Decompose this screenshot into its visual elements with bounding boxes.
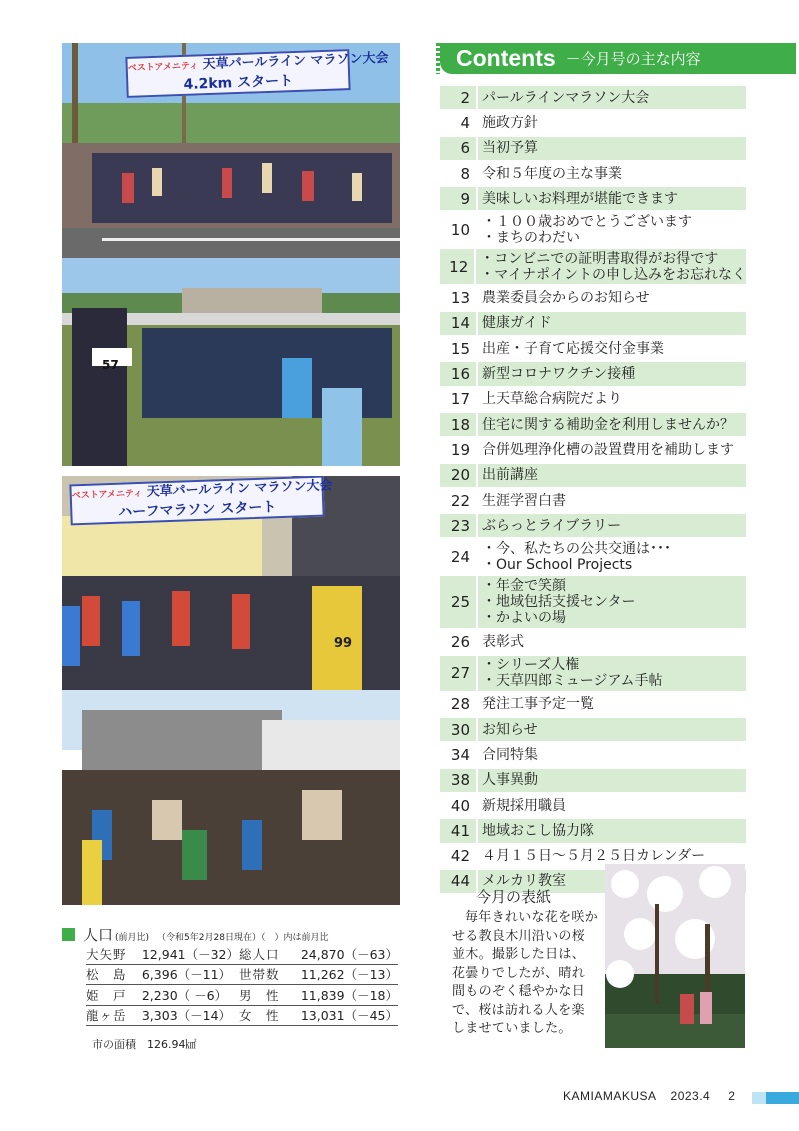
toc-title-line: 合併処理浄化槽の設置費用を補助します	[482, 441, 734, 458]
start-banner: ベストアメニティ 天草パールライン マラソン大会 4.2km スタート	[125, 49, 350, 98]
toc-item	[440, 576, 746, 630]
toc-title	[478, 769, 746, 792]
toc-page-number: 30	[440, 718, 478, 741]
toc-title-line: 生涯学習白書	[482, 492, 566, 509]
toc-item	[440, 312, 746, 337]
toc-page-number: 41	[440, 819, 478, 842]
photo-4km-start	[62, 43, 400, 258]
toc-item	[440, 249, 746, 286]
population-row	[86, 964, 398, 985]
toc-title-line: ・天草四郎ミュージアム手帖	[482, 673, 663, 690]
toc-title-line: 新規採用職員	[482, 797, 566, 814]
toc-title-line: ぶらっとライブラリー	[482, 517, 622, 534]
toc-title-line: 合同特集	[482, 746, 538, 763]
toc-item	[440, 111, 746, 136]
toc-title	[478, 539, 746, 574]
population-value: 11,839（－18）	[301, 985, 398, 1006]
population-label: 男 性	[239, 985, 301, 1006]
toc-title-line: ４月１５日～５月２５日カレンダー	[482, 848, 706, 865]
population-label: 姫 戸	[86, 985, 142, 1006]
toc-item	[440, 693, 746, 718]
toc-title-line: 施政方針	[482, 114, 538, 131]
toc-page-number: 20	[440, 464, 478, 487]
population-value: 2,230（ －6）	[142, 985, 239, 1006]
toc-page-number: 34	[440, 743, 478, 766]
population-table	[86, 944, 398, 1026]
population-label: 総人口	[239, 944, 301, 964]
toc-page-number: 2	[440, 86, 478, 109]
toc-item	[440, 464, 746, 489]
toc-page-number: 4	[440, 111, 478, 134]
toc-page-number: 24	[440, 539, 478, 574]
table-of-contents	[440, 86, 746, 895]
toc-title	[478, 514, 746, 537]
toc-title-line: ・今、私たちの公共交通は･･･	[482, 540, 671, 557]
toc-title	[478, 111, 746, 134]
toc-title-line: 当初予算	[482, 140, 538, 157]
heading-square-icon	[62, 928, 75, 941]
toc-page-number: 25	[440, 576, 478, 628]
population-value: 13,031（－45）	[301, 1005, 398, 1026]
toc-title-line: 人事異動	[482, 772, 538, 789]
toc-item	[440, 718, 746, 743]
toc-title	[478, 464, 746, 487]
toc-page-number: 22	[440, 489, 478, 512]
contents-header	[440, 43, 796, 74]
footer-bar	[752, 1092, 799, 1104]
toc-title	[476, 249, 746, 284]
population-value: 6,396（－11）	[142, 964, 239, 985]
toc-page-number: 6	[440, 137, 478, 160]
toc-page-number: 18	[440, 413, 478, 436]
toc-item	[440, 819, 746, 844]
photo-crowd	[62, 258, 400, 466]
issue-date: 2023.4	[670, 1089, 711, 1103]
toc-title-line: 健康ガイド	[482, 315, 552, 332]
toc-title-line: お知らせ	[482, 721, 538, 738]
toc-page-number: 44	[440, 870, 478, 893]
toc-item	[440, 438, 746, 463]
toc-title-line: 表彰式	[482, 634, 524, 651]
toc-title	[478, 413, 746, 436]
population-value: 12,941（－32）	[142, 944, 239, 964]
toc-page-number: 9	[440, 187, 478, 210]
toc-title	[478, 388, 746, 411]
footer	[563, 1089, 735, 1103]
toc-title	[478, 86, 746, 109]
toc-title	[478, 819, 746, 842]
toc-item	[440, 137, 746, 162]
toc-item	[440, 489, 746, 514]
toc-item	[440, 769, 746, 794]
population-value: 24,870（－63）	[301, 944, 398, 964]
population-value: 3,303（－14）	[142, 1005, 239, 1026]
population-row	[86, 944, 398, 964]
toc-title	[478, 137, 746, 160]
toc-title	[478, 187, 746, 210]
toc-title-line: 発注工事予定一覧	[482, 696, 594, 713]
population-value: 11,262（－13）	[301, 964, 398, 985]
toc-item	[440, 86, 746, 111]
toc-title-line: 令和５年度の主な事業	[482, 165, 622, 182]
toc-title	[478, 718, 746, 741]
toc-title	[478, 162, 746, 185]
toc-title	[478, 438, 746, 461]
cover-photo-cherry-blossoms	[605, 864, 745, 1048]
toc-item	[440, 539, 746, 576]
population-label: 龍ヶ岳	[86, 1005, 142, 1026]
toc-title-line: メルカリ教室	[482, 873, 566, 890]
half-start-banner: ベストアメニティ 天草パールライン マラソン大会 ハーフマラソン スタート	[69, 476, 324, 525]
toc-title-line: 美味しいお料理が堪能できます	[482, 190, 678, 207]
toc-title	[478, 337, 746, 360]
cover-description: 毎年きれいな花を咲かせる教良木川沿いの桜並木。撮影した日は、花曇りでしたが、晴れ間ものぞく穏やかな日で、桜は訪れる人を楽しませていました。	[452, 910, 599, 1036]
toc-page-number: 15	[440, 337, 478, 360]
toc-item	[440, 656, 746, 693]
toc-page-number: 16	[440, 362, 478, 385]
toc-page-number: 13	[440, 286, 478, 309]
toc-title	[478, 630, 746, 653]
toc-title	[478, 212, 746, 247]
bib-number: 57	[102, 358, 119, 372]
population-row	[86, 985, 398, 1006]
toc-title	[478, 362, 746, 385]
toc-page-number: 27	[440, 656, 478, 691]
toc-page-number: 38	[440, 769, 478, 792]
toc-title-line: ・マイナポイントの申し込みをお忘れなく	[480, 266, 746, 283]
toc-item	[440, 162, 746, 187]
toc-page-number: 28	[440, 693, 478, 716]
contents-subtitle: －今月号の主な内容	[565, 50, 701, 68]
toc-title-line: ・かよいの場	[482, 610, 566, 627]
toc-title-line: 農業委員会からのお知らせ	[482, 290, 650, 307]
cover-title: 今月の表紙	[476, 888, 552, 906]
population-heading: 人口 (前月比) （令和5年2月28日現在）（ ）内は前月比	[62, 924, 328, 945]
toc-title-line: 地域おこし協力隊	[482, 822, 594, 839]
toc-title	[478, 794, 746, 817]
toc-title-line: 新型コロナワクチン接種	[482, 366, 636, 383]
toc-item	[440, 388, 746, 413]
toc-item	[440, 630, 746, 655]
toc-item	[440, 337, 746, 362]
toc-item	[440, 743, 746, 768]
toc-item	[440, 413, 746, 438]
toc-page-number: 19	[440, 438, 478, 461]
toc-title	[478, 693, 746, 716]
toc-title-line: ・地域包括支援センター	[482, 594, 636, 611]
toc-title-line: 出前講座	[482, 467, 538, 484]
toc-item	[440, 187, 746, 212]
population-row	[86, 1005, 398, 1026]
toc-page-number: 12	[440, 249, 476, 284]
toc-title-line: ・シリーズ人権	[482, 657, 580, 674]
publication-name: KAMIAMAKUSA	[563, 1089, 657, 1103]
toc-item	[440, 514, 746, 539]
toc-title-line: 出産・子育て応援交付金事業	[482, 340, 664, 357]
toc-title-line: ・年金で笑顔	[482, 578, 566, 595]
toc-title-line: ・コンビニでの証明書取得がお得です	[480, 250, 719, 267]
toc-page-number: 26	[440, 630, 478, 653]
population-label: 世帯数	[239, 964, 301, 985]
population-label: 松 島	[86, 964, 142, 985]
toc-item	[440, 212, 746, 249]
toc-item	[440, 362, 746, 387]
runner-bib: 99	[334, 636, 353, 651]
toc-item	[440, 286, 746, 311]
toc-page-number: 40	[440, 794, 478, 817]
contents-title: Contents	[456, 45, 556, 71]
toc-page-number: 42	[440, 845, 478, 868]
toc-page-number: 10	[440, 212, 478, 247]
city-area: 市の面積 126.94㎢	[92, 1038, 197, 1051]
toc-title	[478, 576, 746, 628]
toc-title-line: ・Our School Projects	[482, 556, 633, 573]
toc-title-line: 住宅に関する補助金を利用しませんか？	[482, 416, 734, 433]
toc-title	[478, 312, 746, 335]
toc-title-line: ・１００歳おめでとうございます	[482, 213, 692, 230]
population-label: 大矢野	[86, 944, 142, 964]
toc-title	[478, 743, 746, 766]
toc-title	[478, 286, 746, 309]
population-label: 女 性	[239, 1005, 301, 1026]
toc-title	[478, 656, 746, 691]
toc-item	[440, 794, 746, 819]
toc-title-line: パールラインマラソン大会	[482, 89, 650, 106]
toc-page-number: 14	[440, 312, 478, 335]
toc-page-number: 23	[440, 514, 478, 537]
photo-half-start	[62, 476, 400, 690]
page-number: 2	[728, 1089, 736, 1103]
toc-title-line: ・まちのわだい	[482, 229, 580, 246]
toc-page-number: 17	[440, 388, 478, 411]
toc-title	[478, 489, 746, 512]
photo-spectators	[62, 690, 400, 905]
toc-title-line: 上天草総合病院だより	[482, 391, 622, 408]
toc-page-number: 8	[440, 162, 478, 185]
